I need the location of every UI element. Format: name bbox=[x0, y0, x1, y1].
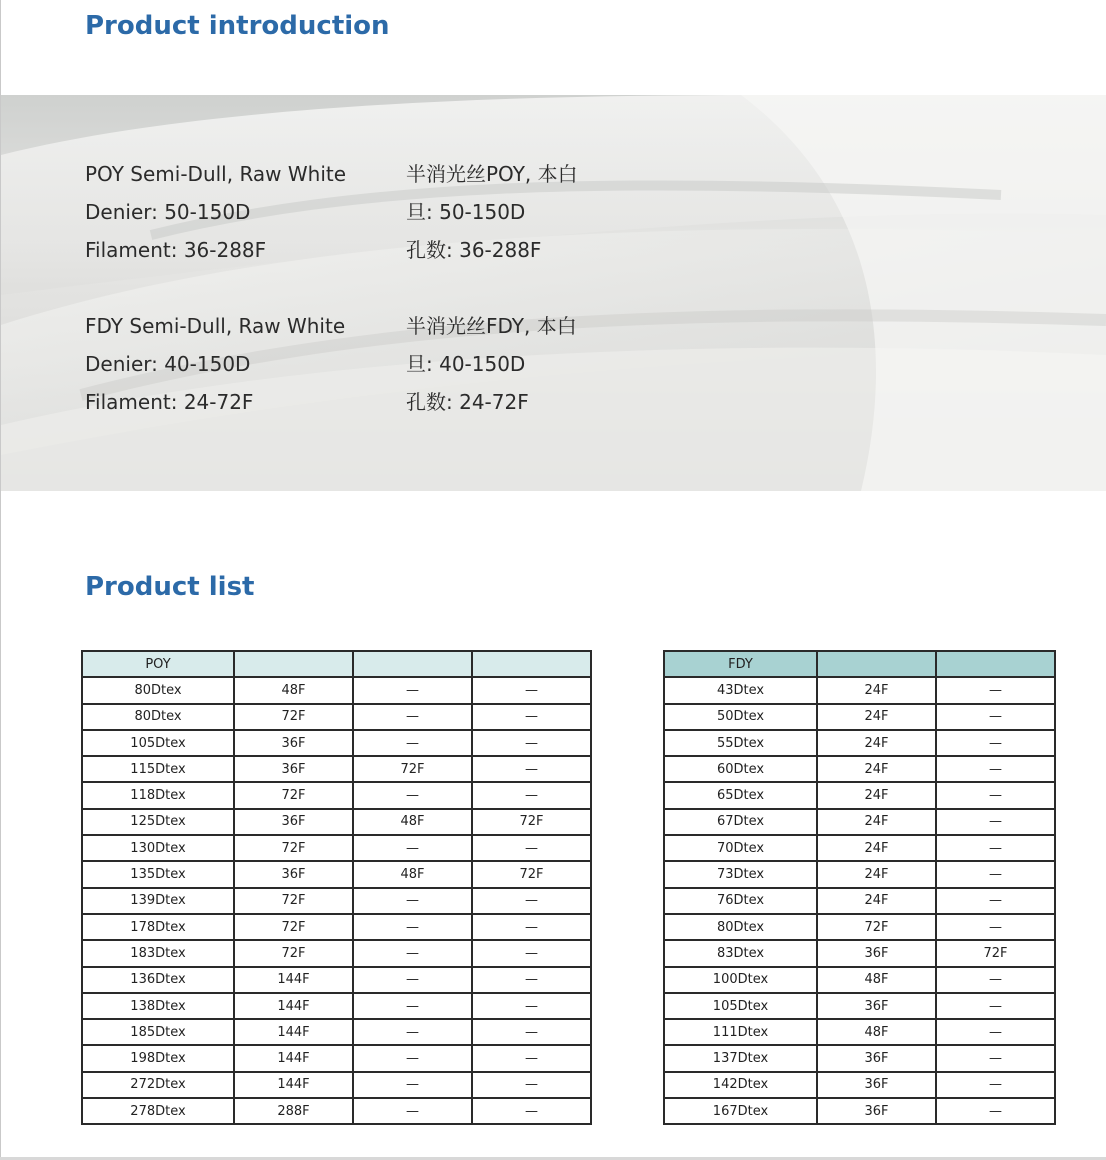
table-cell: — bbox=[472, 1098, 591, 1124]
column-header: FDY bbox=[664, 651, 817, 677]
table-cell: 36F bbox=[234, 756, 353, 782]
table-cell: 138Dtex bbox=[82, 993, 234, 1019]
table-row bbox=[82, 835, 591, 861]
table-cell: — bbox=[936, 730, 1055, 756]
table-cell: 55Dtex bbox=[664, 730, 817, 756]
product-list-heading: Product list bbox=[85, 572, 255, 602]
table-cell: — bbox=[353, 914, 472, 940]
table-cell: 72F bbox=[472, 861, 591, 887]
table-cell: — bbox=[353, 888, 472, 914]
table-cell: 24F bbox=[817, 861, 936, 887]
table-cell: 80Dtex bbox=[664, 914, 817, 940]
table-cell: — bbox=[353, 967, 472, 993]
column-header: POY bbox=[82, 651, 234, 677]
table-cell: — bbox=[353, 1045, 472, 1071]
table-row bbox=[664, 1098, 1055, 1124]
table-cell: 36F bbox=[817, 993, 936, 1019]
table-header-row bbox=[82, 651, 591, 677]
table-cell: 36F bbox=[234, 730, 353, 756]
table-cell: 167Dtex bbox=[664, 1098, 817, 1124]
table-cell: 178Dtex bbox=[82, 914, 234, 940]
table-cell: — bbox=[353, 782, 472, 808]
table-cell: — bbox=[936, 993, 1055, 1019]
table-cell: 60Dtex bbox=[664, 756, 817, 782]
table-cell: 183Dtex bbox=[82, 940, 234, 966]
table-cell: 36F bbox=[234, 809, 353, 835]
table-cell: — bbox=[472, 1019, 591, 1045]
yarn-banner-image bbox=[1, 95, 1106, 491]
table-cell: — bbox=[472, 967, 591, 993]
table-cell: 136Dtex bbox=[82, 967, 234, 993]
column-header bbox=[234, 651, 353, 677]
poy-spec-cn-line: 旦: 50-150D bbox=[406, 200, 526, 224]
table-cell: 72F bbox=[234, 704, 353, 730]
table-cell: — bbox=[936, 782, 1055, 808]
table-row bbox=[82, 967, 591, 993]
table-cell: — bbox=[936, 677, 1055, 703]
table-cell: 24F bbox=[817, 809, 936, 835]
table-row bbox=[82, 940, 591, 966]
table-cell: 36F bbox=[817, 1098, 936, 1124]
table-row bbox=[664, 1072, 1055, 1098]
table-row bbox=[664, 704, 1055, 730]
table-cell: 24F bbox=[817, 835, 936, 861]
table-cell: 72F bbox=[472, 809, 591, 835]
table-cell: 50Dtex bbox=[664, 704, 817, 730]
table-row bbox=[82, 809, 591, 835]
table-row bbox=[664, 1045, 1055, 1071]
fdy-spec-en-line: Denier: 40-150D bbox=[85, 352, 251, 376]
table-cell: 65Dtex bbox=[664, 782, 817, 808]
table-cell: 144F bbox=[234, 1045, 353, 1071]
fdy-spec-en-line: FDY Semi-Dull, Raw White bbox=[85, 314, 346, 338]
table-cell: — bbox=[472, 1045, 591, 1071]
table-cell: 76Dtex bbox=[664, 888, 817, 914]
table-row bbox=[82, 914, 591, 940]
table-cell: — bbox=[472, 704, 591, 730]
table-cell: 115Dtex bbox=[82, 756, 234, 782]
table-cell: — bbox=[353, 1072, 472, 1098]
table-cell: — bbox=[353, 940, 472, 966]
table-cell: — bbox=[936, 1019, 1055, 1045]
table-row bbox=[82, 861, 591, 887]
table-cell: — bbox=[472, 756, 591, 782]
table-cell: 36F bbox=[817, 1072, 936, 1098]
table-cell: — bbox=[472, 914, 591, 940]
table-cell: — bbox=[472, 993, 591, 1019]
table-row bbox=[664, 756, 1055, 782]
table-header-row bbox=[664, 651, 1055, 677]
table-cell: — bbox=[472, 888, 591, 914]
table-cell: — bbox=[353, 704, 472, 730]
table-cell: — bbox=[353, 993, 472, 1019]
table-cell: 80Dtex bbox=[82, 677, 234, 703]
table-cell: — bbox=[936, 809, 1055, 835]
table-cell: — bbox=[472, 835, 591, 861]
table-cell: 24F bbox=[817, 756, 936, 782]
table-cell: — bbox=[936, 756, 1055, 782]
table-cell: 198Dtex bbox=[82, 1045, 234, 1071]
table-row bbox=[664, 782, 1055, 808]
table-cell: 72F bbox=[234, 914, 353, 940]
table-cell: 48F bbox=[817, 967, 936, 993]
table-cell: 48F bbox=[353, 861, 472, 887]
table-row bbox=[664, 677, 1055, 703]
table-cell: 118Dtex bbox=[82, 782, 234, 808]
table-cell: 48F bbox=[353, 809, 472, 835]
table-row bbox=[664, 940, 1055, 966]
column-header bbox=[472, 651, 591, 677]
poy-spec-en-line: Filament: 36-288F bbox=[85, 238, 267, 262]
table-cell: — bbox=[472, 730, 591, 756]
table-cell: — bbox=[936, 704, 1055, 730]
table-cell: 144F bbox=[234, 1019, 353, 1045]
table-cell: — bbox=[353, 1019, 472, 1045]
poy-product-table bbox=[81, 650, 592, 1125]
table-row bbox=[82, 1072, 591, 1098]
table-row bbox=[82, 1098, 591, 1124]
fdy-spec-en-line: Filament: 24-72F bbox=[85, 390, 254, 414]
table-row bbox=[82, 730, 591, 756]
table-cell: 130Dtex bbox=[82, 835, 234, 861]
fdy-spec-cn-line: 半消光丝FDY, 本白 bbox=[406, 314, 577, 338]
table-cell: 80Dtex bbox=[82, 704, 234, 730]
table-cell: — bbox=[353, 677, 472, 703]
fdy-spec-cn-line: 孔数: 24-72F bbox=[406, 390, 529, 414]
table-cell: — bbox=[936, 914, 1055, 940]
table-row bbox=[82, 677, 591, 703]
product-introduction-heading: Product introduction bbox=[85, 11, 390, 41]
table-cell: 67Dtex bbox=[664, 809, 817, 835]
table-row bbox=[82, 1045, 591, 1071]
table-cell: 100Dtex bbox=[664, 967, 817, 993]
table-row bbox=[82, 756, 591, 782]
column-header bbox=[817, 651, 936, 677]
table-cell: — bbox=[472, 677, 591, 703]
table-cell: — bbox=[936, 1098, 1055, 1124]
table-row bbox=[82, 782, 591, 808]
table-cell: 36F bbox=[817, 1045, 936, 1071]
table-row bbox=[664, 888, 1055, 914]
table-row bbox=[664, 914, 1055, 940]
table-cell: 72F bbox=[353, 756, 472, 782]
table-cell: 142Dtex bbox=[664, 1072, 817, 1098]
table-cell: 48F bbox=[817, 1019, 936, 1045]
table-cell: 73Dtex bbox=[664, 861, 817, 887]
table-cell: 72F bbox=[234, 940, 353, 966]
table-cell: 144F bbox=[234, 967, 353, 993]
table-row bbox=[664, 861, 1055, 887]
fdy-spec-cn-line: 旦: 40-150D bbox=[406, 352, 526, 376]
table-row bbox=[82, 1019, 591, 1045]
table-cell: 48F bbox=[234, 677, 353, 703]
poy-spec-en-line: Denier: 50-150D bbox=[85, 200, 251, 224]
table-cell: 72F bbox=[234, 835, 353, 861]
table-cell: 105Dtex bbox=[664, 993, 817, 1019]
table-cell: 36F bbox=[234, 861, 353, 887]
poy-spec-en-line: POY Semi-Dull, Raw White bbox=[85, 162, 347, 186]
table-cell: 24F bbox=[817, 677, 936, 703]
table-row bbox=[664, 993, 1055, 1019]
table-cell: — bbox=[936, 1045, 1055, 1071]
table-cell: — bbox=[353, 1098, 472, 1124]
table-cell: 111Dtex bbox=[664, 1019, 817, 1045]
table-cell: — bbox=[353, 835, 472, 861]
table-cell: 83Dtex bbox=[664, 940, 817, 966]
table-cell: — bbox=[936, 1072, 1055, 1098]
table-cell: 72F bbox=[936, 940, 1055, 966]
table-cell: 72F bbox=[817, 914, 936, 940]
table-cell: 72F bbox=[234, 782, 353, 808]
yarn-photo-illustration bbox=[1, 95, 1106, 491]
table-cell: — bbox=[472, 940, 591, 966]
table-cell: 36F bbox=[817, 940, 936, 966]
table-cell: 139Dtex bbox=[82, 888, 234, 914]
table-cell: — bbox=[936, 861, 1055, 887]
table-cell: 272Dtex bbox=[82, 1072, 234, 1098]
column-header bbox=[936, 651, 1055, 677]
table-cell: — bbox=[472, 1072, 591, 1098]
table-row bbox=[82, 888, 591, 914]
poy-spec-cn-line: 半消光丝POY, 本白 bbox=[406, 162, 578, 186]
table-row bbox=[82, 993, 591, 1019]
table-cell: 105Dtex bbox=[82, 730, 234, 756]
table-cell: 185Dtex bbox=[82, 1019, 234, 1045]
fdy-product-table bbox=[663, 650, 1056, 1125]
table-cell: 135Dtex bbox=[82, 861, 234, 887]
table-cell: 125Dtex bbox=[82, 809, 234, 835]
table-cell: 278Dtex bbox=[82, 1098, 234, 1124]
table-row bbox=[664, 730, 1055, 756]
table-cell: — bbox=[936, 888, 1055, 914]
table-row bbox=[664, 1019, 1055, 1045]
table-cell: — bbox=[353, 730, 472, 756]
table-cell: 144F bbox=[234, 1072, 353, 1098]
table-cell: 72F bbox=[234, 888, 353, 914]
table-row bbox=[664, 835, 1055, 861]
table-cell: — bbox=[472, 782, 591, 808]
table-cell: 24F bbox=[817, 888, 936, 914]
table-row bbox=[82, 704, 591, 730]
table-cell: 288F bbox=[234, 1098, 353, 1124]
poy-spec-cn-line: 孔数: 36-288F bbox=[406, 238, 542, 262]
table-cell: 24F bbox=[817, 782, 936, 808]
table-cell: — bbox=[936, 835, 1055, 861]
table-cell: — bbox=[936, 967, 1055, 993]
table-row bbox=[664, 967, 1055, 993]
table-row bbox=[664, 809, 1055, 835]
table-cell: 70Dtex bbox=[664, 835, 817, 861]
table-cell: 43Dtex bbox=[664, 677, 817, 703]
table-cell: 137Dtex bbox=[664, 1045, 817, 1071]
table-cell: 24F bbox=[817, 704, 936, 730]
table-cell: 24F bbox=[817, 730, 936, 756]
table-cell: 144F bbox=[234, 993, 353, 1019]
column-header bbox=[353, 651, 472, 677]
